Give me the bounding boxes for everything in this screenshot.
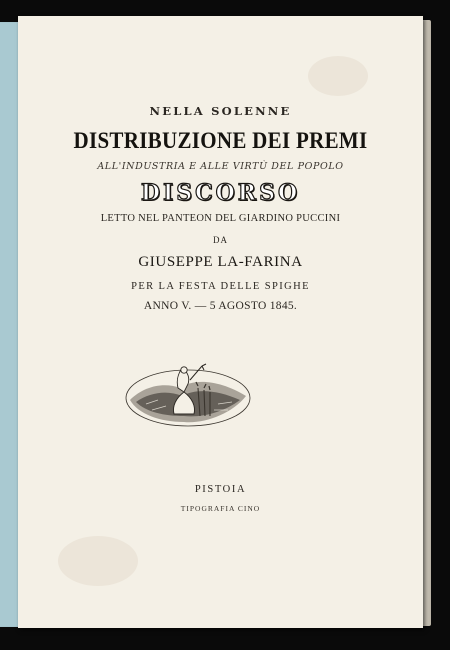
allegorical-figure-engraving-icon: [124, 358, 252, 432]
subtitle-industria: ALL'INDUSTRIA E ALLE VIRTÙ DEL POPOLO: [97, 161, 344, 172]
occasion-text: PER LA FESTA DELLE SPIGHE: [131, 281, 310, 292]
subtitle-letto: LETTO NEL PANTEON DEL GIARDINO PUCCINI: [100, 213, 341, 224]
heading-discorso: DISCORSO: [140, 180, 301, 206]
imprint-printer: TIPOGRAFIA CINO: [180, 504, 261, 513]
text-da: DA: [213, 235, 228, 245]
heading-nella-solenne: NELLA SOLENNE: [149, 104, 292, 118]
date-text: ANNO V. — 5 AGOSTO 1845.: [143, 300, 298, 312]
title-page: [18, 16, 423, 628]
foxing-spot: [308, 56, 368, 96]
imprint-city: PISTOIA: [194, 484, 247, 495]
author-name: GIUSEPPE LA-FARINA: [138, 254, 303, 270]
foxing-spot: [58, 536, 138, 586]
heading-distribuzione: DISTRIBUZIONE DEI PREMI: [73, 126, 368, 154]
